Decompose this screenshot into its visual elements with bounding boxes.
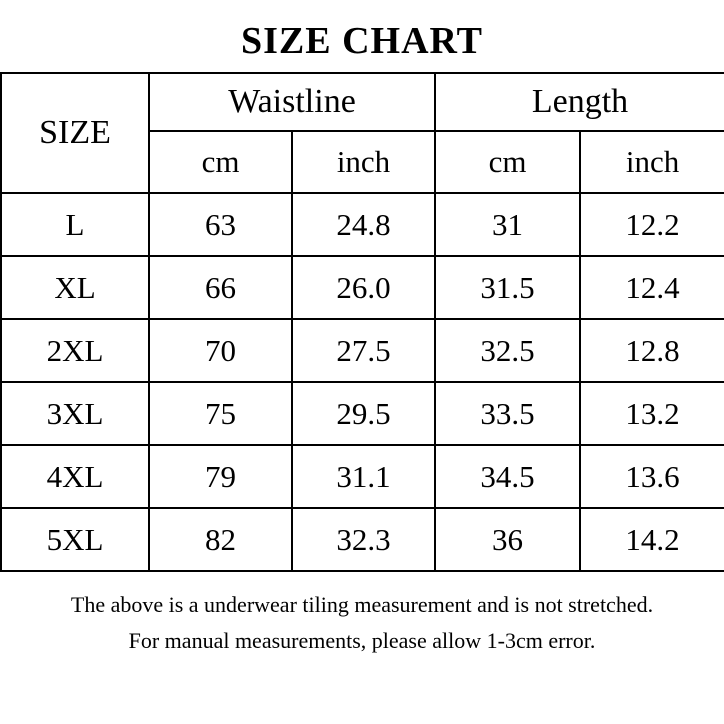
- bottom-spacer: [0, 658, 724, 724]
- cell-length-inch: 14.2: [580, 508, 724, 571]
- cell-waist-inch: 29.5: [292, 382, 435, 445]
- footnote-measurement: The above is a underwear tiling measurement and is not stretched.: [70, 592, 654, 617]
- cell-length-cm: 33.5: [435, 382, 580, 445]
- cell-length-inch: 13.2: [580, 382, 724, 445]
- cell-length-inch: 12.4: [580, 256, 724, 319]
- table-row: [1, 508, 724, 571]
- cell-length-inch: 12.2: [580, 193, 724, 256]
- table-row: [1, 445, 724, 508]
- header-size: SIZE: [1, 73, 149, 193]
- page-title: SIZE CHART: [240, 20, 483, 62]
- table-row: [1, 382, 724, 445]
- header-length: Length: [435, 73, 724, 131]
- cell-length-inch: 13.6: [580, 445, 724, 508]
- header-waistline-cm: cm: [149, 131, 292, 193]
- cell-length-inch: 12.8: [580, 319, 724, 382]
- cell-waist-cm: 75: [149, 382, 292, 445]
- table-group-header-row: [1, 73, 724, 131]
- cell-size: 4XL: [1, 445, 149, 508]
- footnote-error-margin: For manual measurements, please allow 1-3cm error.: [128, 628, 596, 654]
- cell-size: 5XL: [1, 508, 149, 571]
- table-row: [1, 256, 724, 319]
- header-waistline: Waistline: [149, 73, 435, 131]
- table-row: [1, 319, 724, 382]
- cell-length-cm: 32.5: [435, 319, 580, 382]
- cell-size: XL: [1, 256, 149, 319]
- header-waistline-inch: inch: [292, 131, 435, 193]
- header-length-cm: cm: [435, 131, 580, 193]
- cell-length-cm: 34.5: [435, 445, 580, 508]
- cell-length-cm: 31.5: [435, 256, 580, 319]
- cell-waist-cm: 70: [149, 319, 292, 382]
- cell-waist-inch: 31.1: [292, 445, 435, 508]
- table-header: [1, 73, 724, 193]
- cell-waist-inch: 32.3: [292, 508, 435, 571]
- cell-waist-cm: 79: [149, 445, 292, 508]
- cell-size: L: [1, 193, 149, 256]
- cell-waist-cm: 63: [149, 193, 292, 256]
- header-length-inch: inch: [580, 131, 724, 193]
- cell-waist-cm: 82: [149, 508, 292, 571]
- cell-length-cm: 31: [435, 193, 580, 256]
- footnotes: [0, 572, 724, 658]
- size-chart-table: [0, 72, 724, 572]
- cell-length-cm: 36: [435, 508, 580, 571]
- cell-size: 3XL: [1, 382, 149, 445]
- table-row: [1, 193, 724, 256]
- cell-waist-inch: 24.8: [292, 193, 435, 256]
- table-body: [1, 193, 724, 571]
- cell-waist-cm: 66: [149, 256, 292, 319]
- cell-waist-inch: 27.5: [292, 319, 435, 382]
- cell-waist-inch: 26.0: [292, 256, 435, 319]
- cell-size: 2XL: [1, 319, 149, 382]
